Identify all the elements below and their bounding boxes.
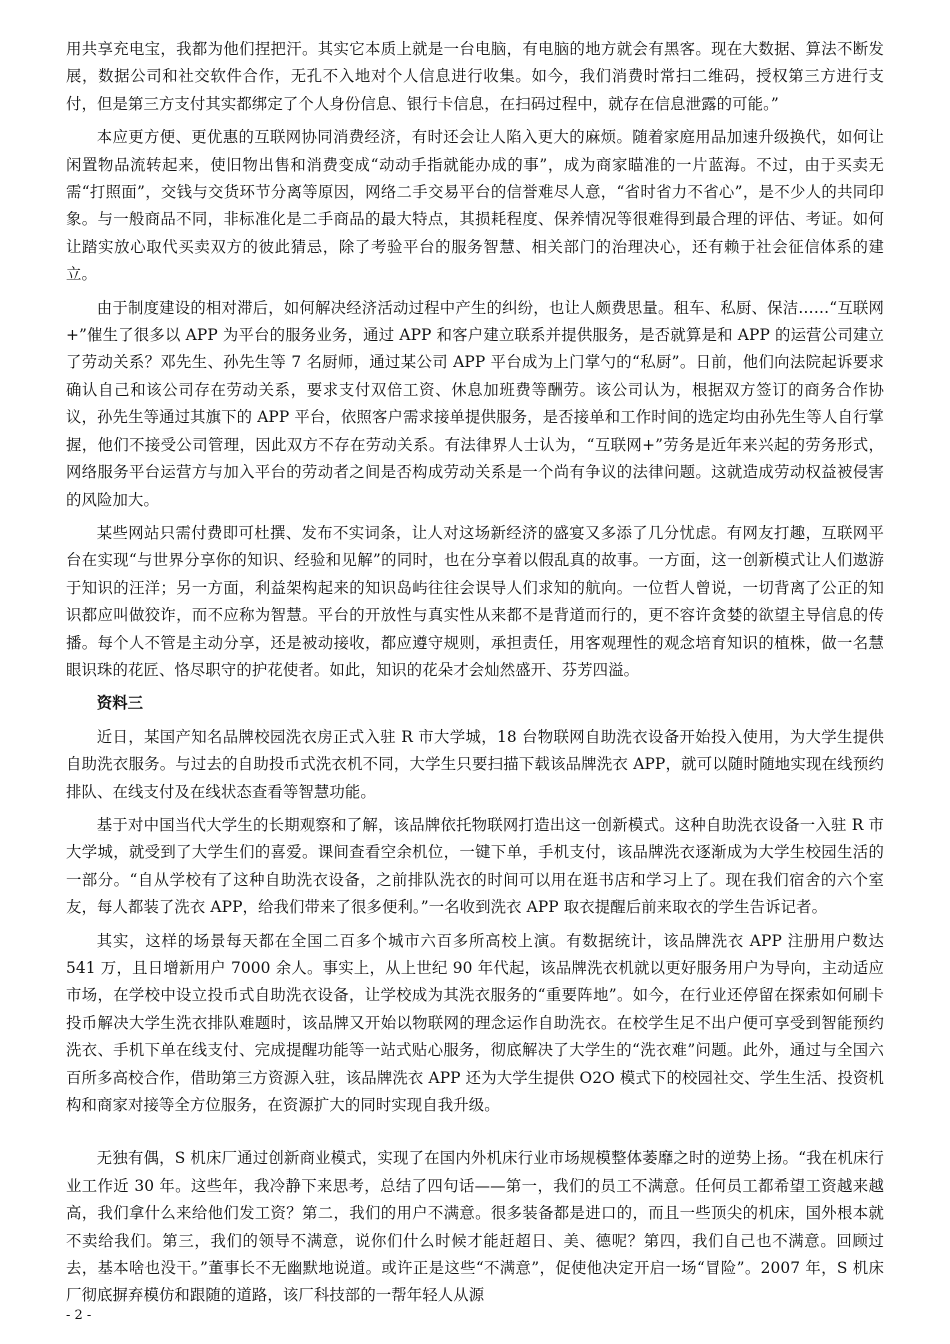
paragraph: 由于制度建设的相对滞后，如何解决经济活动过程中产生的纠纷，也让人颇费思量。租车、私厨、保洁……“互联网+”催生了很多以 APP 为平台的服务业务，通过 APP 和客户建立联系并提供服务，是否就算是和 APP 的运营公司建立了劳动关系？邓先生、孙先生等 7 名厨师，通过某公司 APP 平台成为上门掌勺的“私厨”。日前，他们向法院起诉要求确认自己和该公司存在劳动关系，要求支付双倍工资、休息加班费等酬劳。该公司认为，根据双方签订的商务合作协议，孙先生等通过其旗下的 APP 平台，依照客户需求接单提供服务，是否接单和工作时间的选定均由孙先生等人自行掌握，他们不接受公司管理，因此双方不存在劳动关系。有法律界人士认为，“互联网+”劳务是近年来兴起的劳务形式，网络服务平台运营方与加入平台的劳动者之间是否构成劳动关系是一个尚有争议的法律问题。这就造成劳动权益被侵害的风险加大。 <box>66 298 884 509</box>
paragraph-continued: 用共享充电宝，我都为他们捏把汗。其实它本质上就是一台电脑，有电脑的地方就会有黑客。现在大数据、算法不断发展，数据公司和社交软件合作，无孔不入地对个人信息进行收集。如今，我们消费时常扫二维码，授权第三方进行支付，但是第三方支付其实都绑定了个人身份信息、银行卡信息，在扫码过程中，就存在信息泄露的可能。” <box>66 40 884 113</box>
section-heading: 资料三 <box>96 694 143 713</box>
document-body <box>66 36 884 1316</box>
paragraph: 近日，某国产知名品牌校园洗衣房正式入驻 R 市大学城，18 台物联网自助洗衣设备开始投入使用，为大学生提供自助洗衣服务。与过去的自助投币式洗衣机不同，大学生只要扫描下载该品牌洗衣 APP，就可以随时随地实现在线预约排队、在线支付及在线状态查看等智慧功能。 <box>66 727 884 801</box>
paragraph: 本应更方便、更优惠的互联网协同消费经济，有时还会让人陷入更大的麻烦。随着家庭用品加速升级换代，如何让闲置物品流转起来，使旧物出售和消费变成“动动手指就能办成的事”，成为商家瞄准的一片蓝海。不过，由于买卖无需“打照面”，交钱与交货环节分离等原因，网络二手交易平台的信誉难尽人意，“省时省力不省心”，是不少人的共同印象。与一般商品不同，非标准化是二手商品的最大特点，其损耗程度、保养情况等很难得到最合理的评估、考证。如何让踏实放心取代买卖双方的彼此猜忌，除了考验平台的服务智慧、相关部门的治理决心，还有赖于社会征信体系的建立。 <box>66 128 884 284</box>
paragraph: 其实，这样的场景每天都在全国二百多个城市六百多所高校上演。有数据统计，该品牌洗衣 APP 注册用户数达 541 万，且日增新用户 7000 余人。事实上，从上世纪 90 年代起，该品牌洗衣机就以更好服务用户为导向，主动适应市场，在学校中设立投币式自助洗衣设备，让学校成为其洗衣服务的“重要阵地”。如今，在行业还停留在探索如何刷卡投币解决大学生洗衣排队难题时，该品牌又开始以物联网的理念运作自助洗衣。在校学生足不出户便可享受到智能预约洗衣、手机下单在线支付、完成提醒功能等一站式贴心服务，彻底解决了大学生的“洗衣难”问题。此外，通过与全国六百所多高校合作，借助第三方资源入驻，该品牌洗衣 APP 还为大学生提供 O2O 模式下的校园社交、学生生活、投资机构和商家对接等全方位服务，在资源扩大的同时实现自我升级。 <box>66 931 884 1115</box>
paragraph: 无独有偶，S 机床厂通过创新商业模式，实现了在国内外机床行业市场规模整体萎靡之时的逆势上扬。“我在机床行业工作近 30 年。这些年，我冷静下来思考，总结了四句话——第一，我们的员工不满意。任何员工都希望工资越来越高，我们拿什么来给他们发工资？第二，我们的用户不满意。很多装备都是进口的，而且一些顶尖的机床，国外根本就不卖给我们。第三，我们的领导不满意，说你们什么时候才能赶超日、美、德呢？第四，我们自己也不满意。回顾过去，基本啥也没干。”董事长不无幽默地说道。或许正是这些“不满意”，促使他决定开启一场“冒险”。2007 年，S 机床厂彻底摒弃模仿和跟随的道路，该厂科技部的一帮年轻人从源 <box>66 1149 884 1305</box>
paragraph-gap <box>66 1125 884 1145</box>
paragraph: 基于对中国当代大学生的长期观察和了解，该品牌依托物联网打造出这一创新模式。这种自助洗衣设备一入驻 R 市大学城，就受到了大学生们的喜爱。课间查看空余机位，一键下单，手机支付，该品牌洗衣逐渐成为大学生校园生活的一部分。“自从学校有了这种自助洗衣设备，之前排队洗衣的时间可以用在逛书店和学习上了。现在我们宿舍的六个室友，每人都装了洗衣 APP，给我们带来了很多便利。”一名收到洗衣 APP 取衣提醒后前来取衣的学生告诉记者。 <box>66 815 884 917</box>
paragraph: 某些网站只需付费即可杜撰、发布不实词条，让人对这场新经济的盛宴又多添了几分忧虑。有网友打趣，互联网平台在实现“与世界分享你的知识、经验和见解”的同时，也在分享着以假乱真的故事。一方面，这一创新模式让人们遨游于知识的汪洋；另一方面，利益架构起来的知识岛屿往往会误导人们求知的航向。一位哲人曾说，一切背离了公正的知识都应叫做狡诈，而不应称为智慧。平台的开放性与真实性从来都不是背道而行的，更不容许贪婪的欲望主导信息的传播。每个人不管是主动分享，还是被动接收，都应遵守规则，承担责任，用客观理性的观念培育知识的植株，做一名慧眼识珠的花匠、恪尽职守的护花使者。如此，知识的花朵才会灿然盛开、芬芳四溢。 <box>66 523 884 679</box>
page-number: - 2 - <box>66 1308 92 1323</box>
